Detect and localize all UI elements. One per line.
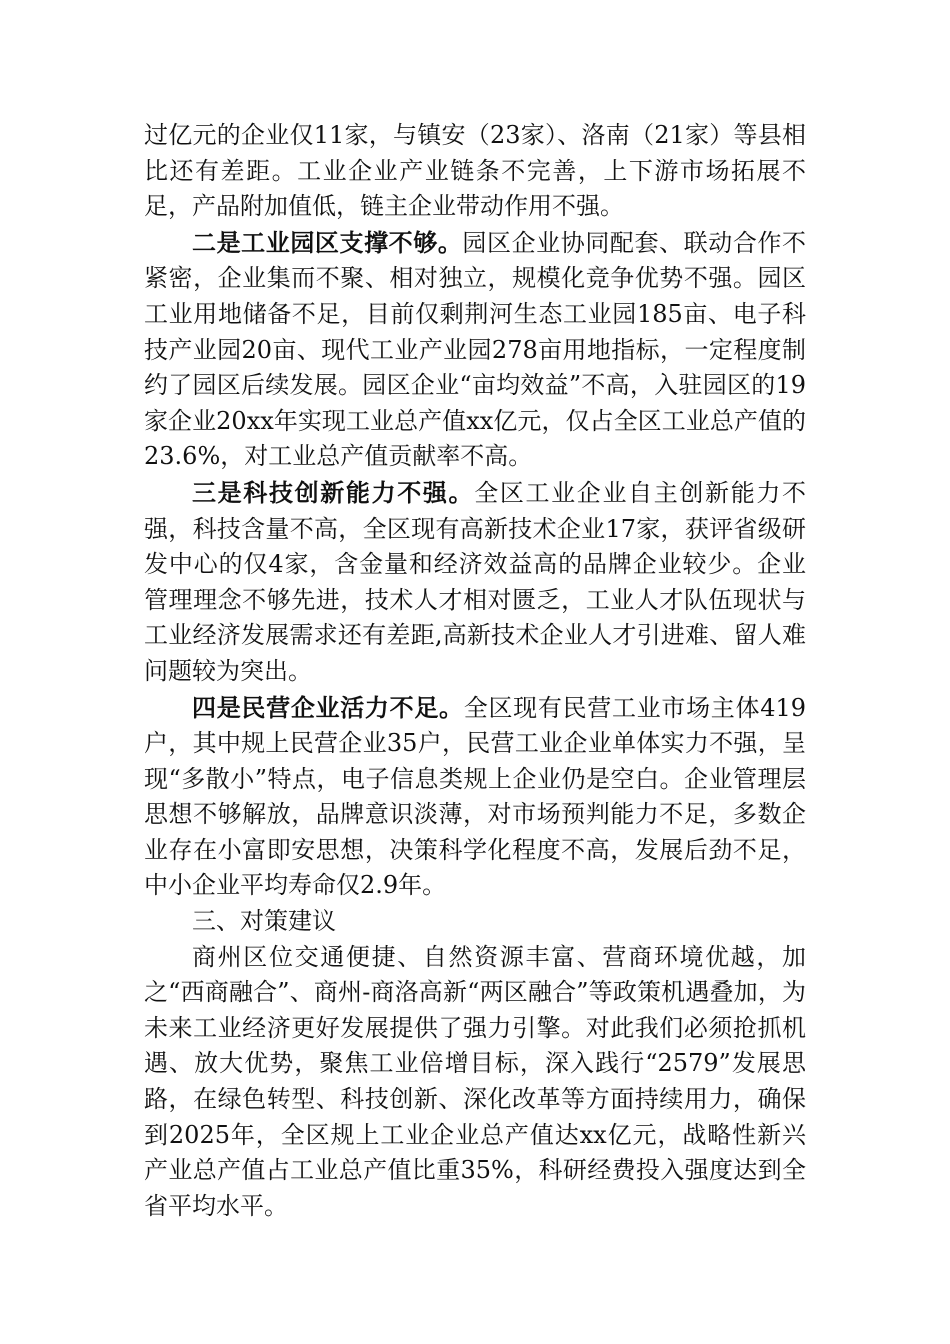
paragraph-text: 过亿元的企业仅11家，与镇安（23家）、洛南（21家）等县相比还有差距。工业企业产业链条不完善，上下游市场拓展不足，产品附加值低，链主企业带动作用不强。 — [144, 121, 806, 221]
paragraph-private-enterprise — [144, 690, 806, 905]
paragraph-text: 全区现有民营工业市场主体419户，其中规上民营企业35户，民营工业企业单体实力不强，呈现“多散小”特点，电子信息类规上企业仍是空白。企业管理层思想不够解放，品牌意识淡薄，对市场预判能力不足，多数企业存在小富即安思想，决策科学化程度不高，发展后劲不足，中小企业平均寿命仅2.9年。 — [144, 693, 807, 900]
paragraph-text: 园区企业协同配套、联动合作不紧密，企业集而不聚、相对独立，规模化竞争优势不强。园区工业用地储备不足，目前仅剩荆河生态工业园185亩、电子科技产业园20亩、现代工业产业园278亩用地指标，一定程度制约了园区后续发展。园区企业“亩均效益”不高，入驻园区的19家企业20xx年实现工业总产值xx亿元，仅占全区工业总产值的23.6%，对工业总产值贡献率不高。 — [144, 228, 807, 471]
paragraph-lead: 二是工业园区支撑不够。 — [192, 227, 463, 257]
paragraph-text: 全区工业企业自主创新能力不强，科技含量不高，全区现有高新技术企业17家，获评省级研发中心的仅4家，含金量和经济效益高的品牌企业较少。企业管理理念不够先进，技术人才相对匮乏，工业人才队伍现状与工业经济发展需求还有差距,高新技术企业人才引进难、留人难问题较为突出。 — [144, 478, 807, 685]
paragraph-continuation — [144, 118, 806, 225]
section-heading: 三、对策建议 — [192, 907, 336, 936]
paragraph-text: 商州区位交通便捷、自然资源丰富、营商环境优越，加之“西商融合”、商州-商洛高新“两区融合”等政策机遇叠加，为未来工业经济更好发展提供了强力引擎。对此我们必须抢抓机遇、放大优势，聚焦工业倍增目标，深入践行“2579”发展思路，在绿色转型、科技创新、深化改革等方面持续用力，确保到2025年，全区规上工业企业总产值达xx亿元，战略性新兴产业总产值占工业总产值比重35%，科研经费投入强度达到全省平均水平。 — [144, 942, 806, 1220]
paragraph-lead: 四是民营企业活力不足。 — [192, 692, 464, 722]
document-page — [144, 118, 806, 1224]
paragraph-lead: 三是科技创新能力不强。 — [192, 477, 475, 507]
paragraph-innovation — [144, 475, 806, 690]
paragraph-recommendations — [144, 940, 806, 1225]
paragraph-industrial-park — [144, 225, 806, 475]
